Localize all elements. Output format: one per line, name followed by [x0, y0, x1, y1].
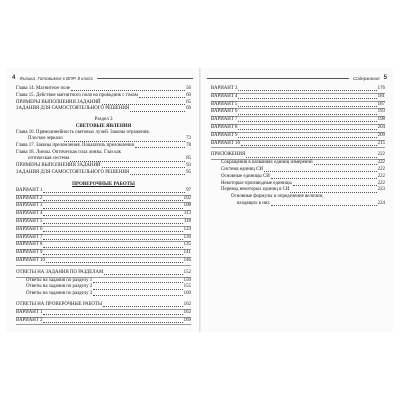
toc-entry: Плоское зеркало 73 [28, 136, 191, 142]
toc-entry: ВАРИАНТ 9 141 [16, 250, 191, 258]
page-number: 4 [12, 75, 16, 81]
toc-entry: ВАРИАНТ 2 169 [16, 318, 191, 326]
variants-list [211, 86, 385, 148]
section-title: СВЕТОВЫЕ ЯВЛЕНИЯ [75, 123, 132, 129]
toc-entry-line: Глава 18. Линзы. Оптическая сила линзы. Глаз как [16, 150, 122, 155]
toc-entry: ВАРИАНТ 5 118 [16, 219, 191, 227]
toc-entry: ВАРИАНТ 7 198 [211, 117, 385, 125]
header-rule [97, 78, 193, 79]
toc-entry: ВАРИАНТ 4 181 [211, 94, 385, 102]
left-page [6, 68, 199, 332]
toc-entry: Ответы на задания по разделу 1 150 [26, 277, 191, 283]
toc-entry: ВАРИАНТ 6 193 [211, 109, 385, 117]
toc-entry: ВАРИАНТ 2 102 [16, 196, 191, 204]
toc-entry: ОТВЕТЫ НА ЗАДАНИЯ ПО РАЗДЕЛАМ 152 [16, 270, 191, 278]
running-header: Содержание [352, 75, 380, 81]
toc-entry: Основные единицы СИ 222 [221, 173, 385, 179]
variants-list [16, 188, 191, 266]
toc-entry: ВАРИАНТ 3 108 [16, 203, 191, 211]
right-toc [211, 86, 385, 207]
toc-entry: оптическая система 85 [28, 156, 191, 162]
running-header: Физика. Готовимся к ВПР. 8 класс [19, 75, 94, 81]
answers-sub-list [16, 278, 191, 298]
toc-entry: ЗАДАНИЯ ДЛЯ САМОСТОЯТЕЛЬНОГО РЕШЕНИЯ 69 [16, 106, 191, 112]
toc-group [16, 143, 191, 150]
toc-entry: ПРИМЕРЫ ВЫПОЛНЕНИЯ ЗАДАНИЙ 65 [16, 99, 191, 105]
toc-entry: Перевод некоторых единиц в СИ 223 [221, 187, 385, 193]
right-page-header [207, 74, 387, 82]
left-page-header [12, 74, 193, 82]
toc-entry-line: Основные формулы и определение величин, [231, 194, 324, 200]
toc-entry: ОТВЕТЫ НА ПРОВЕРОЧНЫЕ РАБОТЫ 162 [16, 302, 191, 310]
appendix-list [211, 160, 385, 194]
toc-entry: ПРИМЕРЫ ВЫПОЛНЕНИЯ ЗАДАНИЙ 93 [16, 163, 191, 169]
toc-entry: ВАРИАНТ 9 209 [211, 133, 385, 141]
toc-entry: ВАРИАНТ 10 215 [211, 141, 385, 149]
toc-entry: ЗАДАНИЯ ДЛЯ САМОСТОЯТЕЛЬНОГО РЕШЕНИЯ 95 [16, 170, 191, 175]
toc-entry: ВАРИАНТ 4 113 [16, 211, 191, 219]
toc-entry: Глава 17. Законы преломления. Показатель преломления 78 [16, 143, 191, 149]
toc-entry: Ответы на задания по разделу 3 160 [26, 291, 191, 297]
toc-entry: ВАРИАНТ 8 204 [211, 125, 385, 133]
answer-variants-list [16, 310, 191, 326]
toc-entry: ВАРИАНТ 10 146 [16, 258, 191, 266]
toc-entry: ВАРИАНТ 1 162 [16, 310, 191, 318]
toc-entry: Некоторые производные единицы 222 [221, 180, 385, 186]
toc-entry: ВАРИАНТ 7 130 [16, 235, 191, 243]
toc-entry-line: Глава 16. Прямолинейность световых лучей. Законы отражения. [16, 130, 150, 135]
left-toc [16, 86, 191, 325]
page-number: 5 [383, 75, 387, 81]
toc-entry: ВАРИАНТ 5 187 [211, 102, 385, 110]
toc-entry: Ответы на задания по разделу 2 155 [26, 284, 191, 290]
toc-entry: ВАРИАНТ 6 124 [16, 227, 191, 235]
toc-entry: ВАРИАНТ 3 176 [211, 86, 385, 94]
toc-entry: ВАРИАНТ 8 135 [16, 242, 191, 250]
tests-title: ПРОВЕРОЧНЫЕ РАБОТЫ [72, 181, 135, 187]
toc-entry: ВАРИАНТ 1 97 [16, 188, 191, 196]
toc-entry: входящих в них 224 [237, 200, 385, 206]
right-page [201, 68, 393, 332]
toc-group [16, 163, 191, 177]
section-label: Раздел 3 [94, 117, 113, 123]
toc-group [16, 86, 191, 113]
toc-entry: Сокращения в названиях единиц измерений 222 [221, 160, 385, 166]
toc-entry: Система единиц СИ 222 [221, 166, 385, 172]
toc-entry: Глава 14. Магнитное поле 56 [16, 86, 191, 91]
toc-entry: ПРИЛОЖЕНИЯ 222 [211, 152, 385, 160]
header-rule [207, 78, 349, 79]
toc-entry: Глава 15. Действие магнитного поля на проводник с током 60 [16, 92, 191, 98]
